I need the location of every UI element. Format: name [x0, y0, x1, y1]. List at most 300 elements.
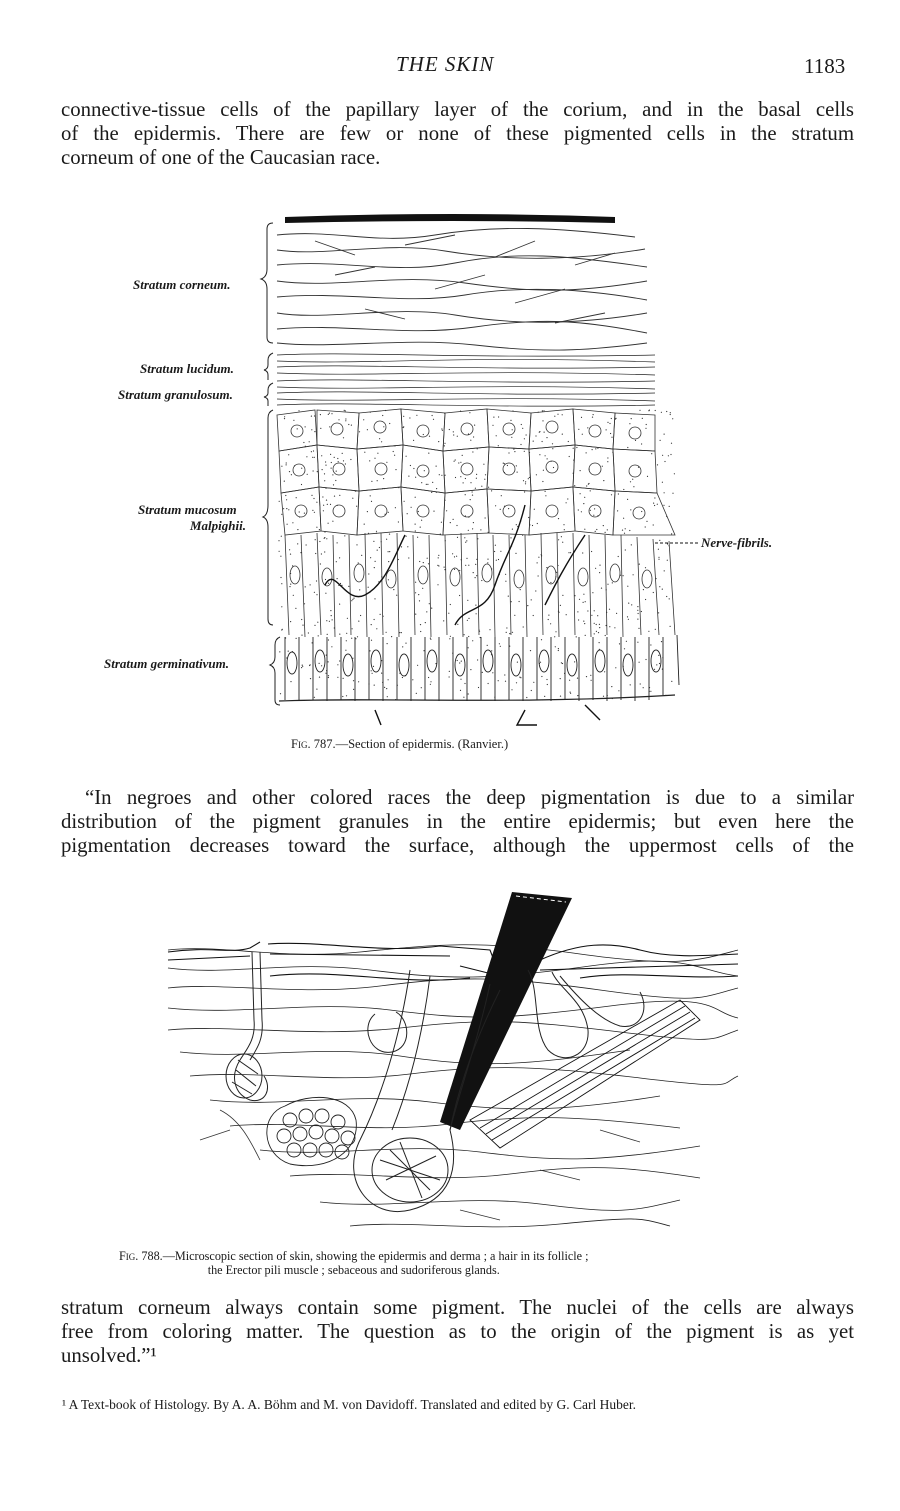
- stipple-dot: [512, 410, 513, 411]
- stipple-dot: [583, 602, 584, 603]
- stipple-dot: [554, 636, 555, 637]
- stipple-dot: [562, 414, 563, 415]
- stipple-dot: [476, 474, 477, 475]
- stipple-dot: [328, 523, 329, 524]
- text-line: connective-tissue cells of the papillary layer of the corium, and in the basal cells: [61, 98, 854, 121]
- bracket-granulosum: [264, 383, 273, 406]
- stipple-dot: [534, 509, 535, 510]
- stipple-dot: [314, 415, 315, 416]
- mucosum-cells: [277, 409, 675, 535]
- stipple-dot: [403, 416, 404, 417]
- stipple-dot: [430, 639, 431, 640]
- stipple-dot: [658, 557, 659, 558]
- stipple-dot: [438, 555, 439, 556]
- stipple-dot: [468, 565, 469, 566]
- stipple-dot: [529, 524, 530, 525]
- stipple-dot: [356, 506, 357, 507]
- stipple-dot: [554, 416, 555, 417]
- stipple-dot: [638, 467, 639, 468]
- stipple-dot: [444, 569, 445, 570]
- stipple-dot: [355, 491, 356, 492]
- stipple-dot: [445, 475, 446, 476]
- stipple-dot: [517, 662, 518, 663]
- stipple-dot: [653, 524, 654, 525]
- stipple-dot: [530, 489, 531, 490]
- stipple-dot: [285, 495, 286, 496]
- stipple-dot: [475, 564, 476, 565]
- stipple-dot: [303, 442, 304, 443]
- stipple-dot: [284, 418, 285, 419]
- stipple-dot: [662, 455, 663, 456]
- stipple-dot: [359, 589, 360, 590]
- stipple-dot: [372, 673, 373, 674]
- stipple-dot: [453, 434, 454, 435]
- stipple-dot: [415, 582, 416, 583]
- stipple-dot: [415, 530, 416, 531]
- stipple-dot: [647, 476, 648, 477]
- stipple-dot: [328, 639, 329, 640]
- stipple-dot: [319, 529, 320, 530]
- stipple-dot: [668, 545, 669, 546]
- stipple-dot: [386, 632, 387, 633]
- stipple-dot: [388, 512, 389, 513]
- stipple-dot: [289, 549, 290, 550]
- stipple-dot: [279, 651, 280, 652]
- stipple-dot: [666, 411, 667, 412]
- stipple-dot: [335, 480, 336, 481]
- stipple-dot: [345, 420, 346, 421]
- stipple-dot: [599, 642, 600, 643]
- stipple-dot: [345, 463, 346, 464]
- stipple-dot: [416, 693, 417, 694]
- stipple-dot: [546, 679, 547, 680]
- stipple-dot: [618, 493, 619, 494]
- stipple-dot: [472, 491, 473, 492]
- stipple-dot: [645, 659, 646, 660]
- stipple-dot: [431, 492, 432, 493]
- stipple-dot: [342, 453, 343, 454]
- stipple-dot: [371, 640, 372, 641]
- stipple-dot: [664, 492, 665, 493]
- stipple-dot: [671, 681, 672, 682]
- stipple-dot: [603, 480, 604, 481]
- stipple-dot: [309, 665, 310, 666]
- stipple-dot: [407, 513, 408, 514]
- stipple-dot: [659, 586, 660, 587]
- text-line: pigmentation decreases toward the surface, although the uppermost cells of the: [61, 833, 854, 857]
- stipple-dot: [383, 478, 384, 479]
- stipple-dot: [445, 540, 446, 541]
- stipple-dot: [345, 650, 346, 651]
- stipple-dot: [454, 461, 455, 462]
- stipple-dot: [457, 660, 458, 661]
- stipple-dot: [562, 595, 563, 596]
- stipple-dot: [407, 546, 408, 547]
- stipple-dot: [591, 551, 592, 552]
- stipple-dot: [472, 640, 473, 641]
- stipple-dot: [599, 572, 600, 573]
- stipple-dot: [465, 542, 466, 543]
- stipple-dot: [286, 462, 287, 463]
- bracket-lucidum: [264, 353, 273, 380]
- stipple-dot: [304, 603, 305, 604]
- stipple-dot: [291, 474, 292, 475]
- stipple-dot: [380, 614, 381, 615]
- stipple-dot: [357, 636, 358, 637]
- stipple-dot: [609, 609, 610, 610]
- text-line: unsolved.”¹: [61, 1343, 157, 1367]
- stipple-dot: [283, 508, 284, 509]
- stipple-dot: [538, 575, 539, 576]
- stipple-dot: [325, 465, 326, 466]
- stipple-dot: [492, 672, 493, 673]
- stipple-dot: [607, 461, 608, 462]
- stipple-dot: [398, 521, 399, 522]
- stipple-dot: [454, 569, 455, 570]
- stipple-dot: [325, 673, 326, 674]
- label-stratum-lucidum: Stratum lucidum.: [140, 361, 234, 376]
- surface-line: [285, 214, 615, 223]
- stipple-dot: [487, 645, 488, 646]
- stipple-dot: [424, 470, 425, 471]
- stipple-dot: [568, 552, 569, 553]
- stipple-dot: [628, 619, 629, 620]
- stipple-dot: [664, 461, 665, 462]
- stipple-dot: [576, 636, 577, 637]
- stipple-dot: [653, 503, 654, 504]
- stipple-dot: [457, 624, 458, 625]
- stipple-dot: [386, 539, 387, 540]
- stipple-dot: [542, 481, 543, 482]
- stipple-dot: [615, 418, 616, 419]
- stipple-dot: [527, 605, 528, 606]
- stipple-dot: [544, 696, 545, 697]
- stipple-dot: [394, 445, 395, 446]
- stipple-dot: [562, 542, 563, 543]
- stipple-dot: [512, 632, 513, 633]
- stipple-dot: [578, 619, 579, 620]
- stipple-dot: [289, 471, 290, 472]
- stipple-dot: [311, 451, 312, 452]
- stipple-dot: [312, 457, 313, 458]
- stipple-dot: [547, 684, 548, 685]
- stipple-dot: [612, 582, 613, 583]
- stipple-dot: [311, 416, 312, 417]
- stipple-dot: [511, 601, 512, 602]
- figure-787-caption: [291, 737, 508, 752]
- stipple-dot: [420, 624, 421, 625]
- stipple-dot: [493, 417, 494, 418]
- stipple-dot: [401, 546, 402, 547]
- stipple-dot: [645, 526, 646, 527]
- stipple-dot: [630, 481, 631, 482]
- stipple-dot: [324, 551, 325, 552]
- stipple-dot: [415, 497, 416, 498]
- stipple-dot: [302, 666, 303, 667]
- stipple-dot: [531, 599, 532, 600]
- stipple-dot: [591, 680, 592, 681]
- stipple-dot: [441, 522, 442, 523]
- stipple-dot: [473, 436, 474, 437]
- stipple-dot: [354, 490, 355, 491]
- stipple-dot: [504, 463, 505, 464]
- stipple-dot: [331, 413, 332, 414]
- stipple-dot: [422, 588, 423, 589]
- stipple-dot: [465, 515, 466, 516]
- stipple-dot: [657, 504, 658, 505]
- stipple-dot: [312, 642, 313, 643]
- stipple-dot: [580, 470, 581, 471]
- label-stratum-mucosum: Stratum mucosum: [138, 502, 237, 517]
- stipple-dot: [584, 529, 585, 530]
- stipple-dot: [640, 683, 641, 684]
- stipple-dot: [421, 520, 422, 521]
- label-nerve-fibrils: Nerve-fibrils.: [701, 535, 773, 550]
- stipple-dot: [329, 426, 330, 427]
- stipple-dot: [281, 583, 282, 584]
- text-line: free from coloring matter. The question as to the origin of the pigment is as yet: [61, 1319, 854, 1343]
- stipple-dot: [476, 559, 477, 560]
- stipple-dot: [596, 631, 597, 632]
- stipple-dot: [374, 598, 375, 599]
- figure-787-illustration: [255, 205, 705, 730]
- stipple-dot: [672, 493, 673, 494]
- stipple-dot: [436, 492, 437, 493]
- stipple-dot: [353, 680, 354, 681]
- stipple-dot: [364, 524, 365, 525]
- stipple-dot: [671, 443, 672, 444]
- stipple-dot: [637, 619, 638, 620]
- stipple-dot: [310, 678, 311, 679]
- stipple-dot: [631, 604, 632, 605]
- stipple-dot: [491, 490, 492, 491]
- stipple-dot: [413, 468, 414, 469]
- stipple-dot: [570, 552, 571, 553]
- stipple-dot: [288, 509, 289, 510]
- bracket-mucosum: [263, 410, 273, 625]
- stipple-dot: [468, 693, 469, 694]
- stipple-dot: [603, 525, 604, 526]
- stipple-dot: [513, 449, 514, 450]
- stipple-dot: [545, 455, 546, 456]
- stipple-dot: [535, 590, 536, 591]
- stipple-dot: [557, 565, 558, 566]
- stipple-dot: [655, 410, 656, 411]
- stipple-dot: [356, 544, 357, 545]
- stipple-dot: [483, 464, 484, 465]
- stipple-dot: [637, 642, 638, 643]
- stipple-dot: [548, 619, 549, 620]
- stipple-dot: [329, 413, 330, 414]
- stipple-dot: [516, 465, 517, 466]
- stipple-dot: [453, 431, 454, 432]
- stipple-dot: [516, 524, 517, 525]
- stipple-dot: [476, 575, 477, 576]
- stipple-dot: [371, 670, 372, 671]
- stipple-dot: [475, 605, 476, 606]
- stipple-dot: [663, 505, 664, 506]
- stipple-dot: [602, 466, 603, 467]
- stipple-dot: [506, 627, 507, 628]
- stipple-dot: [381, 541, 382, 542]
- stipple-dot: [581, 417, 582, 418]
- stipple-dot: [461, 559, 462, 560]
- stipple-dot: [590, 490, 591, 491]
- stipple-dot: [302, 625, 303, 626]
- stipple-dot: [655, 578, 656, 579]
- stipple-dot: [670, 412, 671, 413]
- stipple-dot: [411, 507, 412, 508]
- stipple-dot: [296, 638, 297, 639]
- stipple-dot: [466, 558, 467, 559]
- stipple-dot: [637, 610, 638, 611]
- stipple-dot: [290, 584, 291, 585]
- stipple-dot: [339, 660, 340, 661]
- stipple-dot: [427, 558, 428, 559]
- stipple-dot: [468, 647, 469, 648]
- stipple-dot: [543, 470, 544, 471]
- stipple-dot: [487, 562, 488, 563]
- stipple-dot: [387, 643, 388, 644]
- stipple-dot: [343, 678, 344, 679]
- stipple-dot: [583, 621, 584, 622]
- stipple-dot: [481, 580, 482, 581]
- stipple-dot: [528, 478, 529, 479]
- stipple-dot: [599, 565, 600, 566]
- stipple-dot: [528, 517, 529, 518]
- stipple-dot: [395, 469, 396, 470]
- stipple-dot: [358, 562, 359, 563]
- stipple-dot: [664, 570, 665, 571]
- stipple-dot: [337, 578, 338, 579]
- stipple-dot: [606, 612, 607, 613]
- stipple-texture: [278, 410, 675, 701]
- stipple-dot: [638, 613, 639, 614]
- stipple-dot: [337, 505, 338, 506]
- stipple-dot: [562, 434, 563, 435]
- stipple-dot: [467, 600, 468, 601]
- stipple-dot: [292, 565, 293, 566]
- stipple-dot: [353, 598, 354, 599]
- stipple-dot: [358, 681, 359, 682]
- stipple-dot: [511, 437, 512, 438]
- stipple-dot: [550, 623, 551, 624]
- stipple-dot: [641, 611, 642, 612]
- stipple-dot: [659, 540, 660, 541]
- stipple-dot: [314, 457, 315, 458]
- stipple-dot: [547, 458, 548, 459]
- stipple-dot: [522, 428, 523, 429]
- stipple-dot: [288, 454, 289, 455]
- stipple-dot: [526, 434, 527, 435]
- stipple-dot: [332, 474, 333, 475]
- stipple-dot: [314, 431, 315, 432]
- stipple-dot: [537, 523, 538, 524]
- stipple-dot: [615, 667, 616, 668]
- stipple-dot: [609, 423, 610, 424]
- stipple-dot: [363, 419, 364, 420]
- stipple-dot: [326, 538, 327, 539]
- stipple-dot: [305, 426, 306, 427]
- text-line: corneum of one of the Caucasian race.: [61, 145, 381, 169]
- stipple-dot: [624, 533, 625, 534]
- stipple-dot: [542, 420, 543, 421]
- stipple-dot: [438, 565, 439, 566]
- stipple-dot: [489, 629, 490, 630]
- stipple-dot: [449, 638, 450, 639]
- stipple-dot: [383, 426, 384, 427]
- stipple-dot: [643, 687, 644, 688]
- stipple-dot: [587, 610, 588, 611]
- stipple-dot: [326, 500, 327, 501]
- stipple-dot: [656, 664, 657, 665]
- stipple-dot: [351, 638, 352, 639]
- paragraph-2: [61, 786, 854, 857]
- stipple-dot: [508, 596, 509, 597]
- stipple-dot: [468, 517, 469, 518]
- stipple-dot: [558, 611, 559, 612]
- stipple-dot: [635, 440, 636, 441]
- stipple-dot: [543, 410, 544, 411]
- stipple-dot: [619, 643, 620, 644]
- stipple-dot: [432, 415, 433, 416]
- stipple-dot: [304, 513, 305, 514]
- stipple-dot: [653, 592, 654, 593]
- stipple-dot: [444, 413, 445, 414]
- stipple-dot: [659, 663, 660, 664]
- stipple-dot: [485, 474, 486, 475]
- stipple-dot: [345, 418, 346, 419]
- stipple-dot: [631, 544, 632, 545]
- stipple-dot: [556, 572, 557, 573]
- stipple-dot: [327, 634, 328, 635]
- stipple-dot: [377, 480, 378, 481]
- stipple-dot: [517, 472, 518, 473]
- stipple-dot: [574, 595, 575, 596]
- stipple-dot: [525, 481, 526, 482]
- stipple-dot: [654, 505, 655, 506]
- stipple-dot: [595, 531, 596, 532]
- stipple-dot: [616, 613, 617, 614]
- stipple-dot: [302, 665, 303, 666]
- stipple-dot: [586, 485, 587, 486]
- stipple-dot: [488, 487, 489, 488]
- stipple-dot: [324, 473, 325, 474]
- stipple-dot: [312, 510, 313, 511]
- sebaceous-gland: [267, 1097, 357, 1165]
- stipple-dot: [617, 510, 618, 511]
- stipple-dot: [321, 455, 322, 456]
- stipple-dot: [444, 567, 445, 568]
- stipple-dot: [645, 599, 646, 600]
- stipple-dot: [319, 541, 320, 542]
- stipple-dot: [613, 490, 614, 491]
- stipple-dot: [590, 675, 591, 676]
- stipple-dot: [481, 486, 482, 487]
- stipple-dot: [539, 454, 540, 455]
- stipple-dot: [299, 516, 300, 517]
- stipple-dot: [504, 506, 505, 507]
- stipple-dot: [376, 628, 377, 629]
- stipple-dot: [573, 460, 574, 461]
- stipple-dot: [592, 449, 593, 450]
- stipple-dot: [456, 556, 457, 557]
- stipple-dot: [326, 620, 327, 621]
- stipple-dot: [627, 586, 628, 587]
- stipple-dot: [593, 515, 594, 516]
- stipple-dot: [667, 543, 668, 544]
- stipple-dot: [369, 650, 370, 651]
